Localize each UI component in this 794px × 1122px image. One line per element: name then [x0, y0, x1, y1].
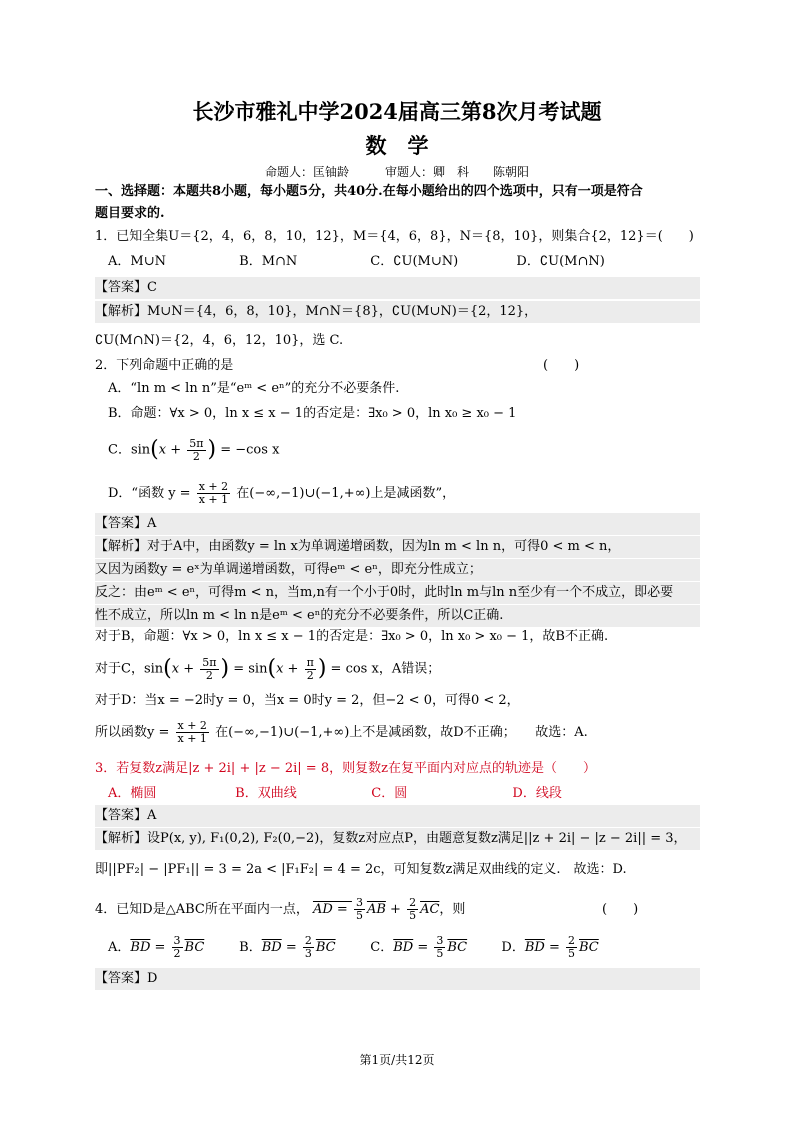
q1-options — [108, 253, 713, 271]
q3-analysis-line2: 即||PF₂| − |PF₁|| = 3 = 2a < |F₁F₂| = 4 = 2c，可知复数z满足双曲线的定义. 故选：D. — [95, 862, 627, 877]
q3-stem: 3．若复数z满足|z + 2i| + |z − 2i| = 8，则复数z在复平面内对应点的轨迹是（ ） — [95, 761, 596, 776]
q1-stem: 1．已知全集U＝{2，4，6，8，10，12}，M＝{4，6，8}，N＝{8，10}，则集合{2，12}＝( ) — [95, 229, 694, 244]
q4-option-d: D．$\overline{BD}$ = $\frac{2}{5}$ $\overline{BC}$ — [501, 934, 599, 960]
q3-analysis-line1: 【解析】设P(x, y), F₁(0,2), F₂(0,−2)，复数z对应点P，由题意复数z满足||z + 2i| − |z − 2i|| = 3， — [95, 828, 700, 850]
q2-analysis-line7: 对于D：当x = −2时y = 0，当x = 0时y = 2，但−2 < 0，可得0 < 2， — [95, 693, 520, 708]
q1-analysis-line2: ∁U(M∩N)＝{2，4，6，12，10}，选 C. — [95, 333, 344, 348]
q2-option-d: D．“函数 y = $\frac{x + 2}{x + 1}$ 在(−∞,−1)∪(−1,+∞)上是减函数”， — [108, 480, 456, 506]
q4-answer-bracket: ( ) — [602, 902, 639, 917]
q2-option-a: A．“ln m < ln n”是“eᵐ < eⁿ”的充分不必要条件. — [108, 381, 400, 396]
q1-option-a: A．M∪N — [108, 254, 166, 269]
authors-line: 命题人：匡铀龄 审题人：卿 科 陈朝阳 — [264, 165, 529, 179]
q2-option-b: B．命题：∀x > 0，ln x ≤ x − 1的否定是：∃x₀ > 0，ln x₀ ≥ x₀ − 1 — [108, 406, 517, 421]
q3-options — [108, 785, 713, 803]
q4-option-a: A．$\overline{BD}$ = $\frac{3}{2}$ $\overline{BC}$ — [108, 934, 205, 960]
subject-title: 数 学 — [365, 133, 429, 158]
q2-option-c: C．sin(x + $\frac{5\pi}{2}$ ) = −cos x — [108, 436, 280, 463]
q1-option-b: B．M∩N — [239, 254, 298, 269]
q4-answer: 【答案】D — [95, 968, 700, 990]
q2-analysis-line1: 【解析】对于A中，由函数y = ln x为单调递增函数，因为ln m < ln n，可得0 < m < n， — [95, 536, 700, 558]
q3-option-b: B．双曲线 — [235, 786, 297, 801]
section-heading-line2: 题目要求的. — [95, 206, 165, 221]
q3-option-d: D．线段 — [512, 786, 562, 801]
exam-title: 长沙市雅礼中学2024届高三第8次月考试题 — [192, 99, 602, 124]
q2-analysis-line6: 对于C，sin(x + $\frac{5\pi}{2}$ ) = sin(x + $\frac{\pi}{2}$ ) = cos x，A错误； — [95, 655, 441, 682]
q2-analysis-line3: 反之：由eᵐ < eⁿ，可得m < n，当m,n有一个小于0时，此时ln m与ln n至少有一个不成立，即必要 — [95, 582, 700, 604]
q1-analysis-line1: 【解析】M∪N＝{4，6，8，10}，M∩N＝{8}，∁U(M∪N)＝{2，12}， — [95, 301, 700, 323]
page-footer: 第1页/共12页 — [359, 1053, 435, 1067]
q2-analysis-line5: 对于B，命题：∀x > 0，ln x ≤ x − 1的否定是：∃x₀ > 0，ln x₀ > x₀ − 1，故B不正确. — [95, 629, 609, 644]
q4-option-c: C．$\overline{BD}$ = $\frac{3}{5}$ $\overline{BC}$ — [370, 934, 468, 960]
q3-answer: 【答案】A — [95, 805, 700, 827]
q2-analysis-line4: 性不成立，所以ln m < ln n是eᵐ < eⁿ的充分不必要条件，所以C正确. — [95, 605, 700, 627]
q2-analysis-line2: 又因为函数y = eˣ为单调递增函数，可得eᵐ < eⁿ，即充分性成立； — [95, 559, 700, 581]
q3-option-a: A．椭圆 — [108, 786, 157, 801]
section-heading-line1: 一、选择题：本题共8小题，每小题5分，共40分.在每小题给出的四个选项中，只有一项是符合 — [95, 184, 643, 199]
q2-analysis-line8: 所以函数y = $\frac{x + 2}{x + 1}$ 在(−∞,−1)∪(−1,+∞)上不是减函数，故D不正确； 故选：A. — [95, 719, 588, 745]
q2-answer: 【答案】A — [95, 513, 700, 535]
q2-answer-bracket: ( ) — [543, 358, 580, 373]
q4-stem: 4．已知D是△ABC所在平面内一点， AD = $\frac{3}{5}$ $\overline{AB}$ + $\frac{2}{5}$ $\overline{AC}$，则 ( ) — [95, 892, 700, 928]
q3-option-c: C．圆 — [371, 786, 408, 801]
q1-answer: 【答案】C — [95, 277, 700, 299]
q4-options — [108, 930, 713, 966]
q2-stem: 2．下列命题中正确的是 ( ) — [95, 358, 580, 373]
q1-option-c: C．∁U(M∪N) — [370, 254, 459, 269]
q1-option-d: D．∁U(M∩N) — [516, 254, 605, 269]
q4-option-b: B．$\overline{BD}$ = $\frac{2}{3}$ $\overline{BC}$ — [239, 934, 336, 960]
